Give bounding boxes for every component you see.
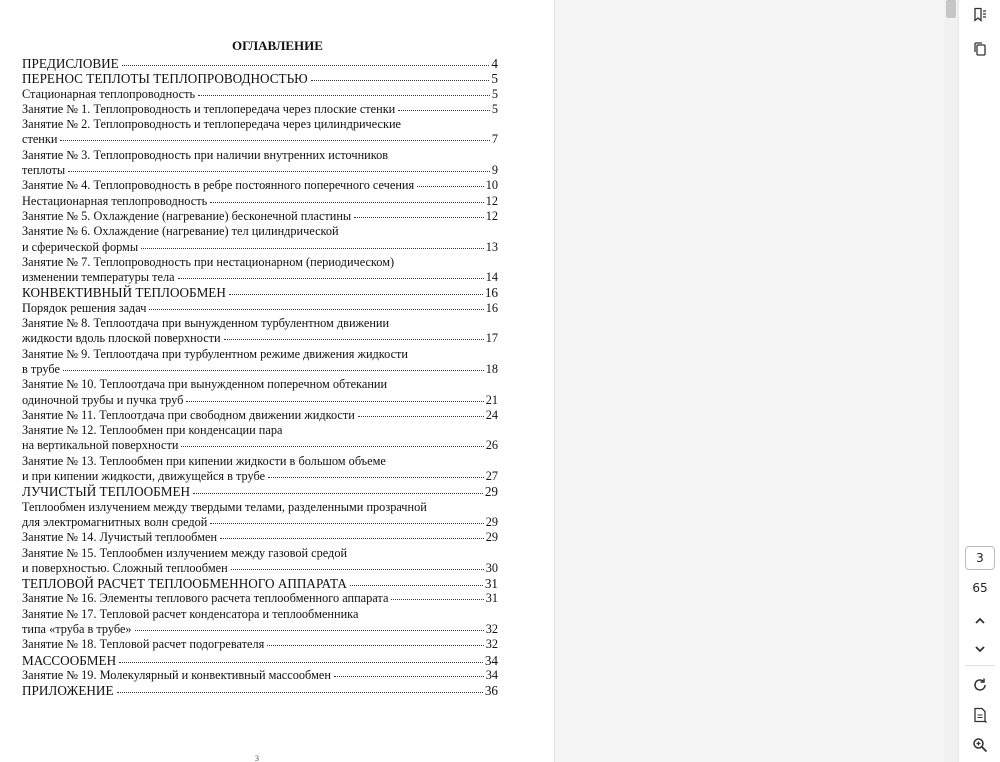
toc-line	[22, 224, 498, 239]
toc-entry-text: Занятие № 5. Охлаждение (нагревание) бесконечной пластины	[22, 208, 352, 223]
toc-page-number: 31	[485, 591, 498, 606]
toc-leader-dots	[391, 599, 483, 600]
toc-entry-text: Порядок решения задач	[22, 300, 147, 315]
toc-leader-dots	[354, 217, 484, 218]
toc-entry-text: Занятие № 18. Тепловой расчет подогревателя	[22, 637, 265, 652]
toc-entry-text: Стационарная теплопроводность	[22, 86, 196, 101]
toc-entry	[22, 683, 498, 698]
toc-line	[22, 591, 498, 606]
toc-leader-dots	[267, 645, 483, 646]
toc-page-number: 21	[485, 392, 498, 407]
toc-entry	[22, 637, 498, 652]
toc-page-number: 29	[485, 530, 498, 545]
toc-leader-dots	[117, 692, 483, 693]
toc-line	[22, 194, 498, 209]
toc-line	[22, 408, 498, 423]
toc-entry	[22, 653, 498, 668]
toc-line	[22, 469, 498, 484]
toc-entry-text: Занятие № 8. Теплоотдача при вынужденном турбулентном движении	[22, 316, 390, 331]
toc-page-number: 12	[485, 193, 498, 208]
current-page-input[interactable]: 3	[965, 546, 995, 570]
toc-entry	[22, 316, 498, 347]
toc-entry-text: Занятие № 10. Теплоотдача при вынужденном поперечном обтекании	[22, 377, 388, 392]
toc-title: ОГЛАВЛЕНИЕ	[232, 38, 323, 53]
toc-line	[22, 668, 498, 683]
toc-entry	[22, 71, 498, 86]
toc-page-number: 26	[485, 438, 498, 453]
toc-line	[22, 163, 498, 178]
toc-line	[22, 87, 498, 102]
toc-page-number: 29	[484, 484, 498, 500]
toc-line	[22, 71, 498, 86]
toc-entry	[22, 301, 498, 316]
toc-leader-dots	[311, 80, 490, 81]
toc-entry-text: Занятие № 2. Теплопроводность и теплопередача через цилиндрические	[22, 117, 401, 132]
toc-line	[22, 377, 498, 392]
total-pages: 65	[972, 581, 988, 595]
toc-entry-text: Занятие № 17. Тепловой расчет конденсатора и теплообменника	[22, 606, 359, 621]
chevron-up-icon[interactable]	[967, 608, 993, 634]
toc-leader-dots	[149, 309, 483, 310]
toc-leader-dots	[135, 630, 484, 631]
toc-entry	[22, 668, 498, 683]
toc-entry	[22, 423, 498, 454]
toc-page-number: 32	[485, 637, 498, 652]
toc-line	[22, 132, 498, 147]
toc-leader-dots	[229, 294, 483, 295]
toc-line	[22, 653, 498, 668]
toc-leader-dots	[417, 186, 484, 187]
toc-entry	[22, 148, 498, 179]
toc-leader-dots	[63, 370, 484, 371]
toc-entry-text: жидкости вдоль плоской поверхности	[22, 331, 221, 346]
toc-leader-dots	[220, 538, 484, 539]
toc-line	[22, 301, 498, 316]
toc-page-number: 13	[485, 239, 498, 254]
toc-leader-dots	[178, 278, 484, 279]
toc-line	[22, 285, 498, 300]
fit-page-icon[interactable]	[967, 702, 993, 728]
toc-line	[22, 316, 498, 331]
toc-entry-text: одиночной трубы и пучка труб	[22, 392, 184, 407]
toc-leader-dots	[210, 202, 484, 203]
toc-entry-text: в трубе	[22, 361, 60, 376]
toc-entry	[22, 607, 498, 638]
toc-page-number: 36	[484, 683, 498, 699]
toc-entry-text: Занятие № 6. Охлаждение (нагревание) тел цилиндрической	[22, 224, 339, 239]
toc-entry-text: Занятие № 11. Теплоотдача при свободном движении жидкости	[22, 407, 355, 422]
toc-entry-text: Занятие № 12. Теплообмен при конденсации пара	[22, 423, 283, 438]
toc-leader-dots	[181, 446, 483, 447]
toc-leader-dots	[231, 569, 484, 570]
bookmark-list-icon[interactable]	[967, 2, 993, 28]
toc-entry-text: ЛУЧИСТЫЙ ТЕПЛООБМЕН	[22, 484, 191, 500]
toc-entry-text: Занятие № 16. Элементы теплового расчета теплообменного аппарата	[22, 591, 389, 606]
toc-entry-text: КОНВЕКТИВНЫЙ ТЕПЛООБМЕН	[22, 285, 226, 301]
toc-entry-text: Занятие № 19. Молекулярный и конвективный массообмен	[22, 667, 331, 682]
toc-line	[22, 209, 498, 224]
toc-line	[22, 438, 498, 453]
toc-entry-text: для электромагнитных волн средой	[22, 514, 208, 529]
toc-line	[22, 500, 498, 515]
toc-entry-text: МАССООБМЕН	[22, 652, 117, 668]
toc-line	[22, 148, 498, 163]
table-of-contents	[22, 56, 498, 698]
toc-entry	[22, 117, 498, 148]
toc-line	[22, 530, 498, 545]
toc-entry-text: ТЕПЛОВОЙ РАСЧЕТ ТЕПЛООБМЕННОГО АППАРАТА	[22, 576, 347, 592]
toc-entry-text: ПЕРЕНОС ТЕПЛОТЫ ТЕПЛОПРОВОДНОСТЬЮ	[22, 71, 308, 87]
toc-page-number: 34	[484, 652, 498, 668]
toc-line	[22, 622, 498, 637]
toc-entry	[22, 87, 498, 102]
copy-icon[interactable]	[967, 36, 993, 62]
toc-page-number: 12	[485, 208, 498, 223]
toc-page-number: 18	[485, 361, 498, 376]
toc-line	[22, 347, 498, 362]
toc-leader-dots	[198, 95, 490, 96]
toc-page-number: 14	[485, 270, 498, 285]
toc-line	[22, 270, 498, 285]
toc-entry	[22, 500, 498, 531]
toc-page-number: 10	[485, 178, 498, 193]
toc-entry-text: Занятие № 7. Теплопроводность при нестационарном (периодическом)	[22, 254, 395, 269]
toc-line	[22, 683, 498, 698]
toc-entry	[22, 576, 498, 591]
toc-line	[22, 393, 498, 408]
toc-leader-dots	[68, 171, 490, 172]
vertical-scrollbar[interactable]	[944, 0, 958, 762]
toc-entry-text: типа «труба в трубе»	[22, 621, 132, 636]
toc-page-number: 17	[485, 331, 498, 346]
toc-entry-text: и сферической формы	[22, 239, 139, 254]
toc-leader-dots	[122, 65, 490, 66]
toc-entry-text: и поверхностью. Сложный теплообмен	[22, 560, 228, 575]
toc-entry-text: Занятие № 1. Теплопроводность и теплопередача через плоские стенки	[22, 101, 396, 116]
toc-page-number: 27	[485, 469, 498, 484]
toc-entry	[22, 454, 498, 485]
toc-page-number: 31	[484, 576, 498, 592]
toc-entry-text: Занятие № 9. Теплоотдача при турбулентном режиме движения жидкости	[22, 346, 409, 361]
toc-line	[22, 102, 498, 117]
toc-line	[22, 255, 498, 270]
toc-page-number: 5	[491, 86, 498, 101]
toc-page-number: 30	[485, 560, 498, 575]
toc-page-number: 9	[491, 163, 498, 178]
toc-line	[22, 546, 498, 561]
toc-entry	[22, 102, 498, 117]
toc-page-number: 4	[491, 56, 498, 71]
toc-leader-dots	[210, 523, 483, 524]
toc-page-number: 16	[484, 285, 498, 301]
toc-leader-dots	[398, 110, 490, 111]
toc-leader-dots	[60, 140, 489, 141]
toc-line	[22, 362, 498, 377]
toc-line	[22, 117, 498, 132]
toc-entry	[22, 347, 498, 378]
toc-line	[22, 484, 498, 499]
toc-entry-text: стенки	[22, 132, 58, 147]
toc-entry	[22, 194, 498, 209]
toc-entry-text: Занятие № 13. Теплообмен при кипении жидкости в большом объеме	[22, 453, 386, 468]
page-footer-number: 3	[255, 754, 259, 762]
toc-page-number: 24	[485, 407, 498, 422]
sidebar-divider	[965, 665, 995, 666]
toc-entry	[22, 255, 498, 286]
toc-line	[22, 515, 498, 530]
toc-leader-dots	[141, 248, 484, 249]
toc-line	[22, 454, 498, 469]
toc-entry	[22, 209, 498, 224]
toc-page-number: 5	[491, 101, 498, 116]
toc-entry	[22, 408, 498, 423]
toc-entry-text: Занятие № 3. Теплопроводность при наличии внутренних источников	[22, 147, 389, 162]
toc-leader-dots	[224, 339, 484, 340]
toc-entry-text: и при кипении жидкости, движущейся в трубе	[22, 469, 266, 484]
toc-entry-text: теплоты	[22, 163, 66, 178]
toc-page-number: 5	[491, 71, 498, 87]
toc-line	[22, 576, 498, 591]
toc-leader-dots	[193, 493, 483, 494]
toc-entry	[22, 546, 498, 577]
toc-entry	[22, 591, 498, 606]
toc-leader-dots	[186, 401, 483, 402]
toc-line	[22, 240, 498, 255]
toc-line	[22, 178, 498, 193]
toc-entry-text: Теплообмен излучением между твердыми телами, разделенными прозрачной	[22, 499, 427, 514]
toc-leader-dots	[350, 585, 483, 586]
toc-line	[22, 423, 498, 438]
toc-page-number: 34	[485, 667, 498, 682]
toc-entry-text: ПРИЛОЖЕНИЕ	[22, 683, 114, 699]
toc-entry-text: ПРЕДИСЛОВИЕ	[22, 56, 119, 71]
toc-leader-dots	[358, 416, 484, 417]
toc-leader-dots	[268, 477, 484, 478]
chevron-down-icon[interactable]	[967, 636, 993, 662]
toc-entry	[22, 530, 498, 545]
toc-page-number: 32	[485, 621, 498, 636]
scrollbar-thumb[interactable]	[946, 0, 956, 18]
toc-entry-text: изменении температуры тела	[22, 270, 175, 285]
toc-line	[22, 607, 498, 622]
rotate-icon[interactable]	[967, 672, 993, 698]
zoom-in-icon[interactable]	[967, 732, 993, 758]
toc-entry-text: Занятие № 15. Теплообмен излучением между газовой средой	[22, 545, 348, 560]
toc-line	[22, 561, 498, 576]
toc-entry	[22, 224, 498, 255]
toc-entry-text: Занятие № 14. Лучистый теплообмен	[22, 530, 218, 545]
toc-entry	[22, 285, 498, 300]
toc-entry	[22, 484, 498, 499]
toc-entry	[22, 56, 498, 71]
toc-entry-text: Нестационарная теплопроводность	[22, 193, 208, 208]
toc-leader-dots	[334, 676, 484, 677]
toc-entry	[22, 377, 498, 408]
toc-page-number: 29	[485, 514, 498, 529]
toc-line	[22, 637, 498, 652]
toc-page-number: 16	[485, 300, 498, 315]
viewer-sidebar	[958, 0, 1000, 762]
toc-entry	[22, 178, 498, 193]
toc-leader-dots	[119, 662, 483, 663]
toc-entry-text: на вертикальной поверхности	[22, 438, 179, 453]
toc-entry-text: Занятие № 4. Теплопроводность в ребре постоянного поперечного сечения	[22, 178, 415, 193]
toc-line	[22, 56, 498, 71]
toc-line	[22, 331, 498, 346]
toc-page-number: 7	[491, 132, 498, 147]
